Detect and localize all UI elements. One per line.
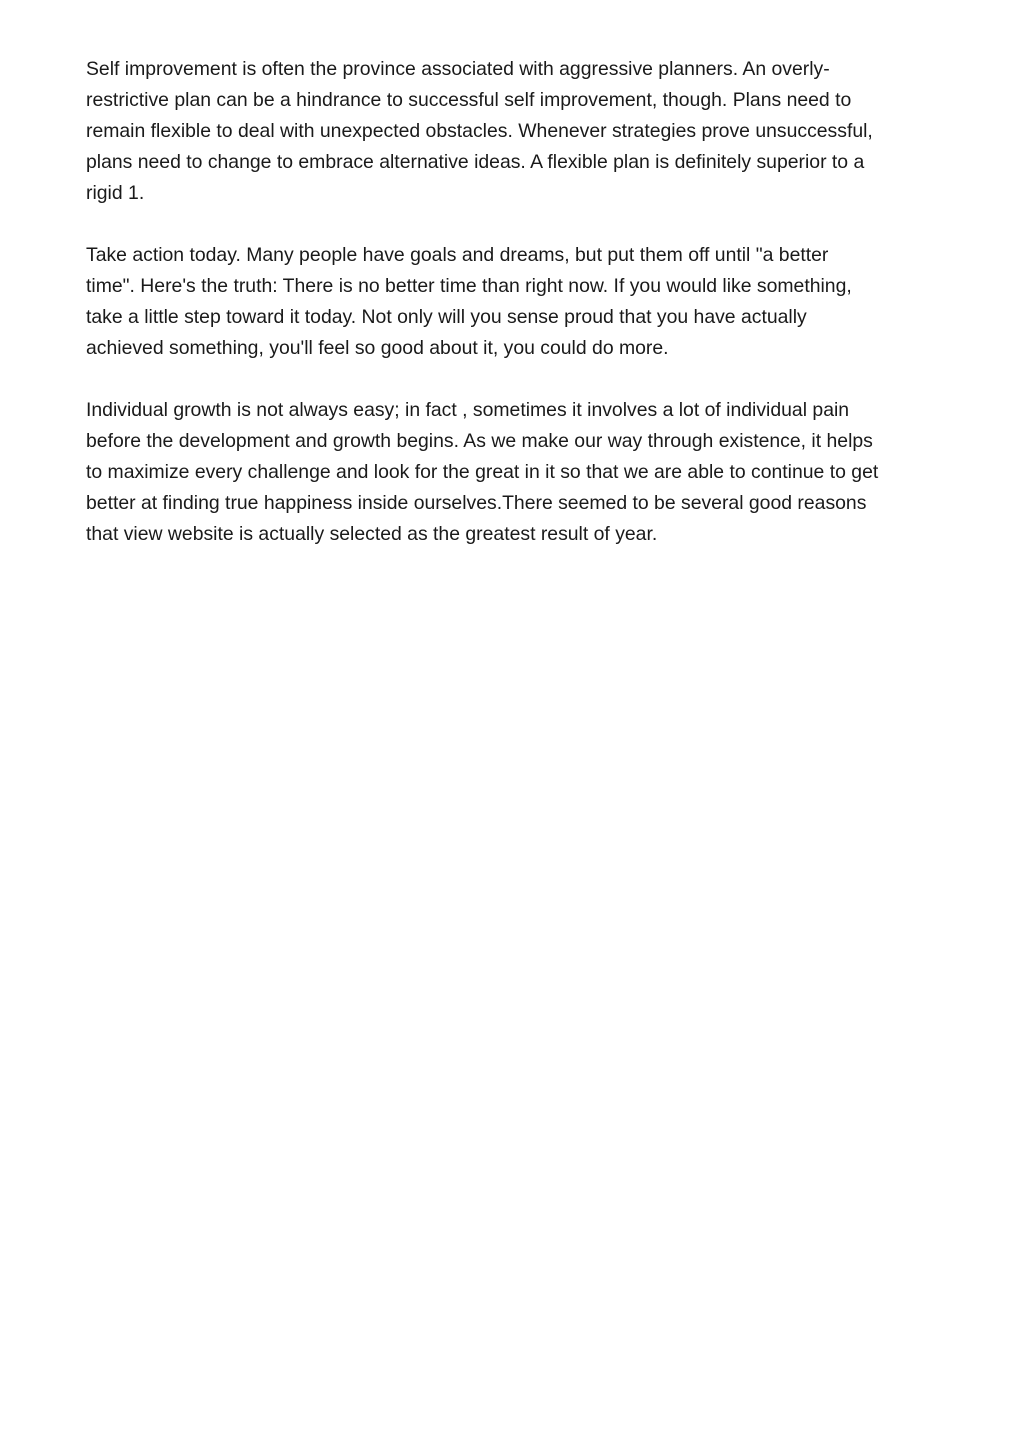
text-line: to maximize every challenge and look for the great in it so that we are able to continue to get — [86, 461, 879, 483]
text-line: achieved something, you'll feel so good about it, you could do more. — [86, 337, 669, 359]
text-line: Individual growth is not always easy; in fact , sometimes it involves a lot of individual pain — [86, 399, 850, 421]
text-line: Take action today. Many people have goals and dreams, but put them off until "a better — [86, 244, 829, 266]
text-line: take a little step toward it today. Not only will you sense proud that you have actually — [86, 306, 807, 328]
paragraph-self-improvement — [86, 54, 946, 209]
text-line: remain flexible to deal with unexpected obstacles. Whenever strategies prove unsuccessful, — [86, 120, 873, 142]
paragraph-individual-growth — [86, 395, 946, 550]
text-line: better at finding true happiness inside ourselves.There seemed to be several good reasons — [86, 492, 867, 514]
document-body — [86, 54, 946, 581]
text-line: rigid 1. — [86, 182, 145, 204]
paragraph-take-action — [86, 240, 946, 364]
text-line: that view website is actually selected as the greatest result of year. — [86, 523, 658, 545]
text-line: restrictive plan can be a hindrance to successful self improvement, though. Plans need to — [86, 89, 852, 111]
text-line: Self improvement is often the province associated with aggressive planners. An overly- — [86, 58, 830, 80]
text-line: before the development and growth begins. As we make our way through existence, it helps — [86, 430, 873, 452]
text-line: plans need to change to embrace alternative ideas. A flexible plan is definitely superior to a — [86, 151, 865, 173]
text-line: time". Here's the truth: There is no better time than right now. If you would like something, — [86, 275, 852, 297]
